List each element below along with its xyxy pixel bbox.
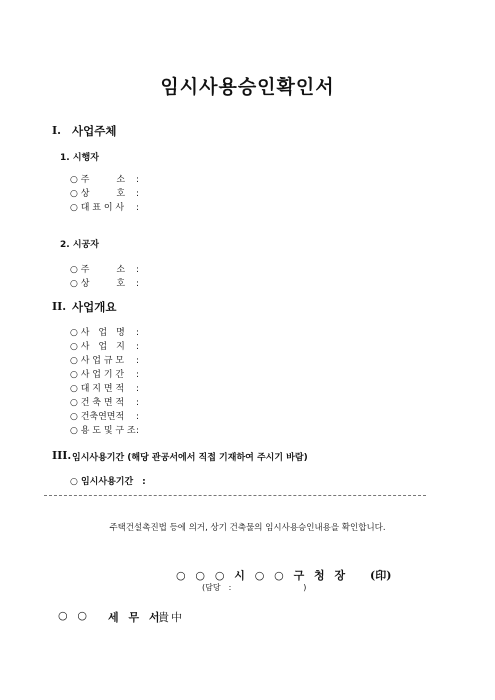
item-key: ○ 대 지 면 적 — [70, 384, 125, 394]
item-colon: : — [136, 412, 140, 422]
list-item — [70, 186, 139, 199]
list-item — [70, 423, 139, 436]
signature-seal: (印) — [370, 569, 392, 582]
item-colon: : — [136, 175, 140, 185]
list-item — [70, 276, 139, 289]
section1-label: 사업주체 — [72, 124, 117, 138]
list-item — [70, 172, 139, 185]
item-colon: : — [136, 398, 140, 408]
recipient-office: 세 무 서 — [108, 611, 163, 624]
item-key: ○ 대 표 이 사 — [70, 203, 125, 213]
notice-text: 주택건설촉진법 등에 의거, 상기 건축물의 임시사용승인내용을 확인합니다. — [109, 523, 386, 533]
item-key: ○ 사 업 기 간 — [70, 370, 125, 380]
list-item — [70, 200, 139, 213]
item-colon: : — [136, 328, 140, 338]
item-key: ○ 주 소 — [70, 175, 126, 185]
section3-label: 임시사용기간 (해당 관공서에서 직접 기재하여 주시기 바람) — [72, 453, 308, 463]
item-colon: : — [136, 203, 140, 213]
item-colon: : — [136, 189, 140, 199]
document-title: 임시사용승인확인서 — [160, 76, 335, 98]
section2-label: 사업개요 — [72, 300, 117, 314]
item-colon: : — [136, 426, 140, 436]
item-key: ○ 주 소 — [70, 265, 126, 275]
list-item — [70, 353, 139, 366]
signature-office: ○ ○ ○ 시 ○ ○ 구 청 장 — [176, 569, 349, 582]
list-item — [70, 325, 139, 338]
item-key: ○ 건 축 면 적 — [70, 398, 125, 408]
recipient-circles: ○ ○ — [58, 609, 91, 622]
section1-sub1-label: 1. 시행자 — [60, 153, 99, 163]
signature-contact: (담당 : ) — [202, 583, 307, 592]
item-colon: : — [136, 279, 140, 289]
list-item — [70, 262, 139, 275]
item-colon: : — [136, 265, 140, 275]
list-item — [70, 339, 139, 352]
item-colon: : — [136, 356, 140, 366]
section1-sub2-label: 2. 시공자 — [60, 240, 99, 250]
recipient-hanja: 貴中 — [158, 611, 184, 624]
list-item — [70, 381, 139, 394]
item-key: ○ 용 도 및 구 조 — [70, 426, 136, 436]
list-item — [70, 409, 139, 422]
divider-line — [44, 495, 426, 496]
list-item — [70, 367, 139, 380]
item-colon: : — [136, 342, 140, 352]
section3-item: ○ 임시사용기간 : — [70, 477, 146, 487]
item-key: ○ 사 업 지 — [70, 342, 125, 352]
item-key: ○ 사 업 규 모 — [70, 356, 125, 366]
item-key: ○ 건축연면적 — [70, 412, 125, 422]
item-colon: : — [136, 384, 140, 394]
item-key: ○ 상 호 — [70, 279, 126, 289]
section3-numeral: III. — [52, 449, 72, 462]
section1-numeral: I. — [52, 124, 61, 137]
item-colon: : — [136, 370, 140, 380]
list-item — [70, 395, 139, 408]
item-key: ○ 사 업 명 — [70, 328, 125, 338]
item-key: ○ 상 호 — [70, 189, 126, 199]
section2-numeral: II. — [52, 300, 67, 313]
